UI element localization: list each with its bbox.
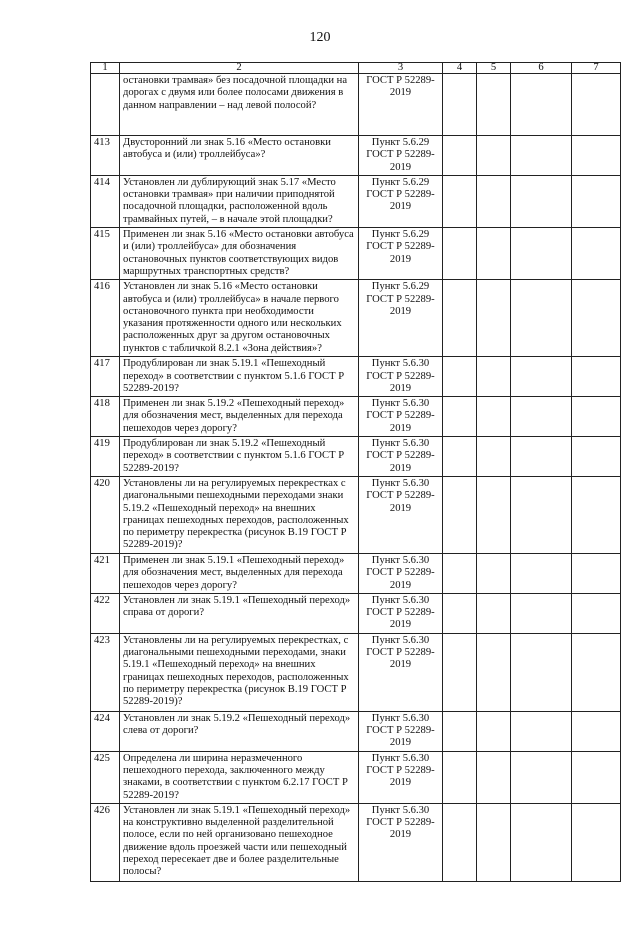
row-number: 414 [91,175,120,227]
empty-cell [511,553,572,593]
question-text: Определена ли ширина неразмеченного пешеходного перехода, заключенного между знаками, в соответствии с пунктом 6.2.17 ГОСТ Р 52289-2019? [120,751,359,803]
empty-cell [477,633,511,711]
reference-text: Пункт 5.6.30 ГОСТ Р 52289-2019 [359,751,443,803]
empty-cell [477,593,511,633]
table-row [91,397,621,437]
empty-cell [443,357,477,397]
row-number: 417 [91,357,120,397]
empty-cell [443,751,477,803]
empty-cell [511,711,572,751]
reference-text: Пункт 5.6.30 ГОСТ Р 52289-2019 [359,476,443,553]
empty-cell [572,175,621,227]
column-header: 6 [511,63,572,74]
reference-text: ГОСТ Р 52289-2019 [359,74,443,136]
empty-cell [443,228,477,280]
empty-cell [443,280,477,357]
table-row [91,476,621,553]
empty-cell [511,476,572,553]
empty-cell [572,476,621,553]
table-row [91,437,621,477]
row-number: 420 [91,476,120,553]
question-text: Применен ли знак 5.19.1 «Пешеходный переход» для обозначения мест, выделенных для перехода пешеходов через дорогу? [120,553,359,593]
row-number: 418 [91,397,120,437]
empty-cell [572,397,621,437]
empty-cell [511,803,572,881]
table-row [91,175,621,227]
empty-cell [511,397,572,437]
question-text: Установлены ли на регулируемых перекрестках, с диагональными пешеходными переходами, знаки 5.19.1 «Пешеходный переход» на внешних границах пешеходных переходов, расположенных по периметру перекрестка (рисунок В.19 ГОСТ Р 52289-2019)? [120,633,359,711]
table-row [91,357,621,397]
empty-cell [477,280,511,357]
row-number: 426 [91,803,120,881]
empty-cell [511,175,572,227]
empty-cell [443,136,477,176]
empty-cell [477,476,511,553]
empty-cell [477,397,511,437]
empty-cell [572,711,621,751]
empty-cell [511,136,572,176]
question-text: Продублирован ли знак 5.19.2 «Пешеходный переход» в соответствии с пунктом 5.1.6 ГОСТ Р 52289-2019? [120,437,359,477]
row-number: 419 [91,437,120,477]
column-header: 4 [443,63,477,74]
table-row [91,711,621,751]
empty-cell [572,136,621,176]
row-number: 416 [91,280,120,357]
empty-cell [572,74,621,136]
table-row [91,228,621,280]
table-row [91,136,621,176]
question-text: Применен ли знак 5.19.2 «Пешеходный переход» для обозначения мест, выделенных для перехода пешеходов через дорогу? [120,397,359,437]
empty-cell [477,175,511,227]
reference-text: Пункт 5.6.30 ГОСТ Р 52289-2019 [359,397,443,437]
table-row [91,803,621,881]
empty-cell [572,803,621,881]
table-row [91,74,621,136]
empty-cell [477,228,511,280]
row-number: 422 [91,593,120,633]
question-text: Установлен ли дублирующий знак 5.17 «Место остановки трамвая» при наличии приподнятой посадочной площадки, расположенной вдоль трамвайных путей, – в начале этой площадки? [120,175,359,227]
empty-cell [572,593,621,633]
reference-text: Пункт 5.6.29 ГОСТ Р 52289-2019 [359,228,443,280]
empty-cell [572,280,621,357]
reference-text: Пункт 5.6.30 ГОСТ Р 52289-2019 [359,593,443,633]
empty-cell [511,593,572,633]
empty-cell [477,553,511,593]
question-text: Установлен ли знак 5.19.1 «Пешеходный переход» справа от дороги? [120,593,359,633]
question-text: Двусторонний ли знак 5.16 «Место остановки автобуса и (или) троллейбуса»? [120,136,359,176]
row-number: 424 [91,711,120,751]
reference-text: Пункт 5.6.30 ГОСТ Р 52289-2019 [359,553,443,593]
empty-cell [477,751,511,803]
question-text: Установлен ли знак 5.19.1 «Пешеходный переход» на конструктивно выделенной разделительной полосе, если по ней организовано пешеходное движение вдоль проезжей части или пешеходный переход пересекает две и более разделительные полосы? [120,803,359,881]
question-text: Установлен ли знак 5.16 «Место остановки автобуса и (или) троллейбуса» в начале первого остановочного пункта при необходимости указания протяженности одного или нескольких расположенных друг за другом остановочных пунктов с табличкой 8.2.1 «Зона действия»? [120,280,359,357]
column-header: 7 [572,63,621,74]
empty-cell [511,633,572,711]
empty-cell [443,711,477,751]
reference-text: Пункт 5.6.30 ГОСТ Р 52289-2019 [359,633,443,711]
header-row [91,63,621,74]
table-row [91,633,621,711]
reference-text: Пункт 5.6.30 ГОСТ Р 52289-2019 [359,437,443,477]
reference-text: Пункт 5.6.30 ГОСТ Р 52289-2019 [359,803,443,881]
empty-cell [477,711,511,751]
table-row [91,751,621,803]
empty-cell [572,751,621,803]
row-number: 423 [91,633,120,711]
empty-cell [572,228,621,280]
empty-cell [443,437,477,477]
empty-cell [477,74,511,136]
reference-text: Пункт 5.6.29 ГОСТ Р 52289-2019 [359,136,443,176]
empty-cell [572,437,621,477]
column-header: 2 [120,63,359,74]
empty-cell [477,437,511,477]
column-header: 1 [91,63,120,74]
column-header: 5 [477,63,511,74]
table-row [91,553,621,593]
empty-cell [572,357,621,397]
reference-text: Пункт 5.6.30 ГОСТ Р 52289-2019 [359,711,443,751]
empty-cell [511,74,572,136]
row-number [91,74,120,136]
empty-cell [443,74,477,136]
empty-cell [511,357,572,397]
reference-text: Пункт 5.6.30 ГОСТ Р 52289-2019 [359,357,443,397]
empty-cell [477,803,511,881]
empty-cell [443,175,477,227]
question-text: Продублирован ли знак 5.19.1 «Пешеходный переход» в соответствии с пунктом 5.1.6 ГОСТ Р 52289-2019? [120,357,359,397]
empty-cell [511,751,572,803]
row-number: 413 [91,136,120,176]
empty-cell [443,593,477,633]
row-number: 425 [91,751,120,803]
empty-cell [511,228,572,280]
column-header: 3 [359,63,443,74]
reference-text: Пункт 5.6.29 ГОСТ Р 52289-2019 [359,175,443,227]
empty-cell [443,633,477,711]
empty-cell [477,357,511,397]
row-number: 421 [91,553,120,593]
empty-cell [477,136,511,176]
question-text: Установлены ли на регулируемых перекрестках с диагональными пешеходными переходами знаки 5.19.2 «Пешеходный переход» на внешних границах пешеходных переходов, расположенных по периметру перекрестка (рисунок В.19 ГОСТ Р 52289-2019)? [120,476,359,553]
table-row [91,593,621,633]
empty-cell [443,476,477,553]
empty-cell [572,553,621,593]
question-text: Установлен ли знак 5.19.2 «Пешеходный переход» слева от дороги? [120,711,359,751]
empty-cell [443,553,477,593]
empty-cell [511,437,572,477]
checklist-table [90,62,621,882]
row-number: 415 [91,228,120,280]
empty-cell [511,280,572,357]
question-text: Применен ли знак 5.16 «Место остановки автобуса и (или) троллейбуса» для обозначения остановочных пунктов соответствующих видов маршрутных транспортных средств? [120,228,359,280]
question-text: остановки трамвая» без посадочной площадки на дорогах с двумя или более полосами движения в данном направлении – над левой полосой? [120,74,359,136]
page-number: 120 [309,30,331,45]
reference-text: Пункт 5.6.29 ГОСТ Р 52289-2019 [359,280,443,357]
table-row [91,280,621,357]
empty-cell [572,633,621,711]
empty-cell [443,397,477,437]
empty-cell [443,803,477,881]
